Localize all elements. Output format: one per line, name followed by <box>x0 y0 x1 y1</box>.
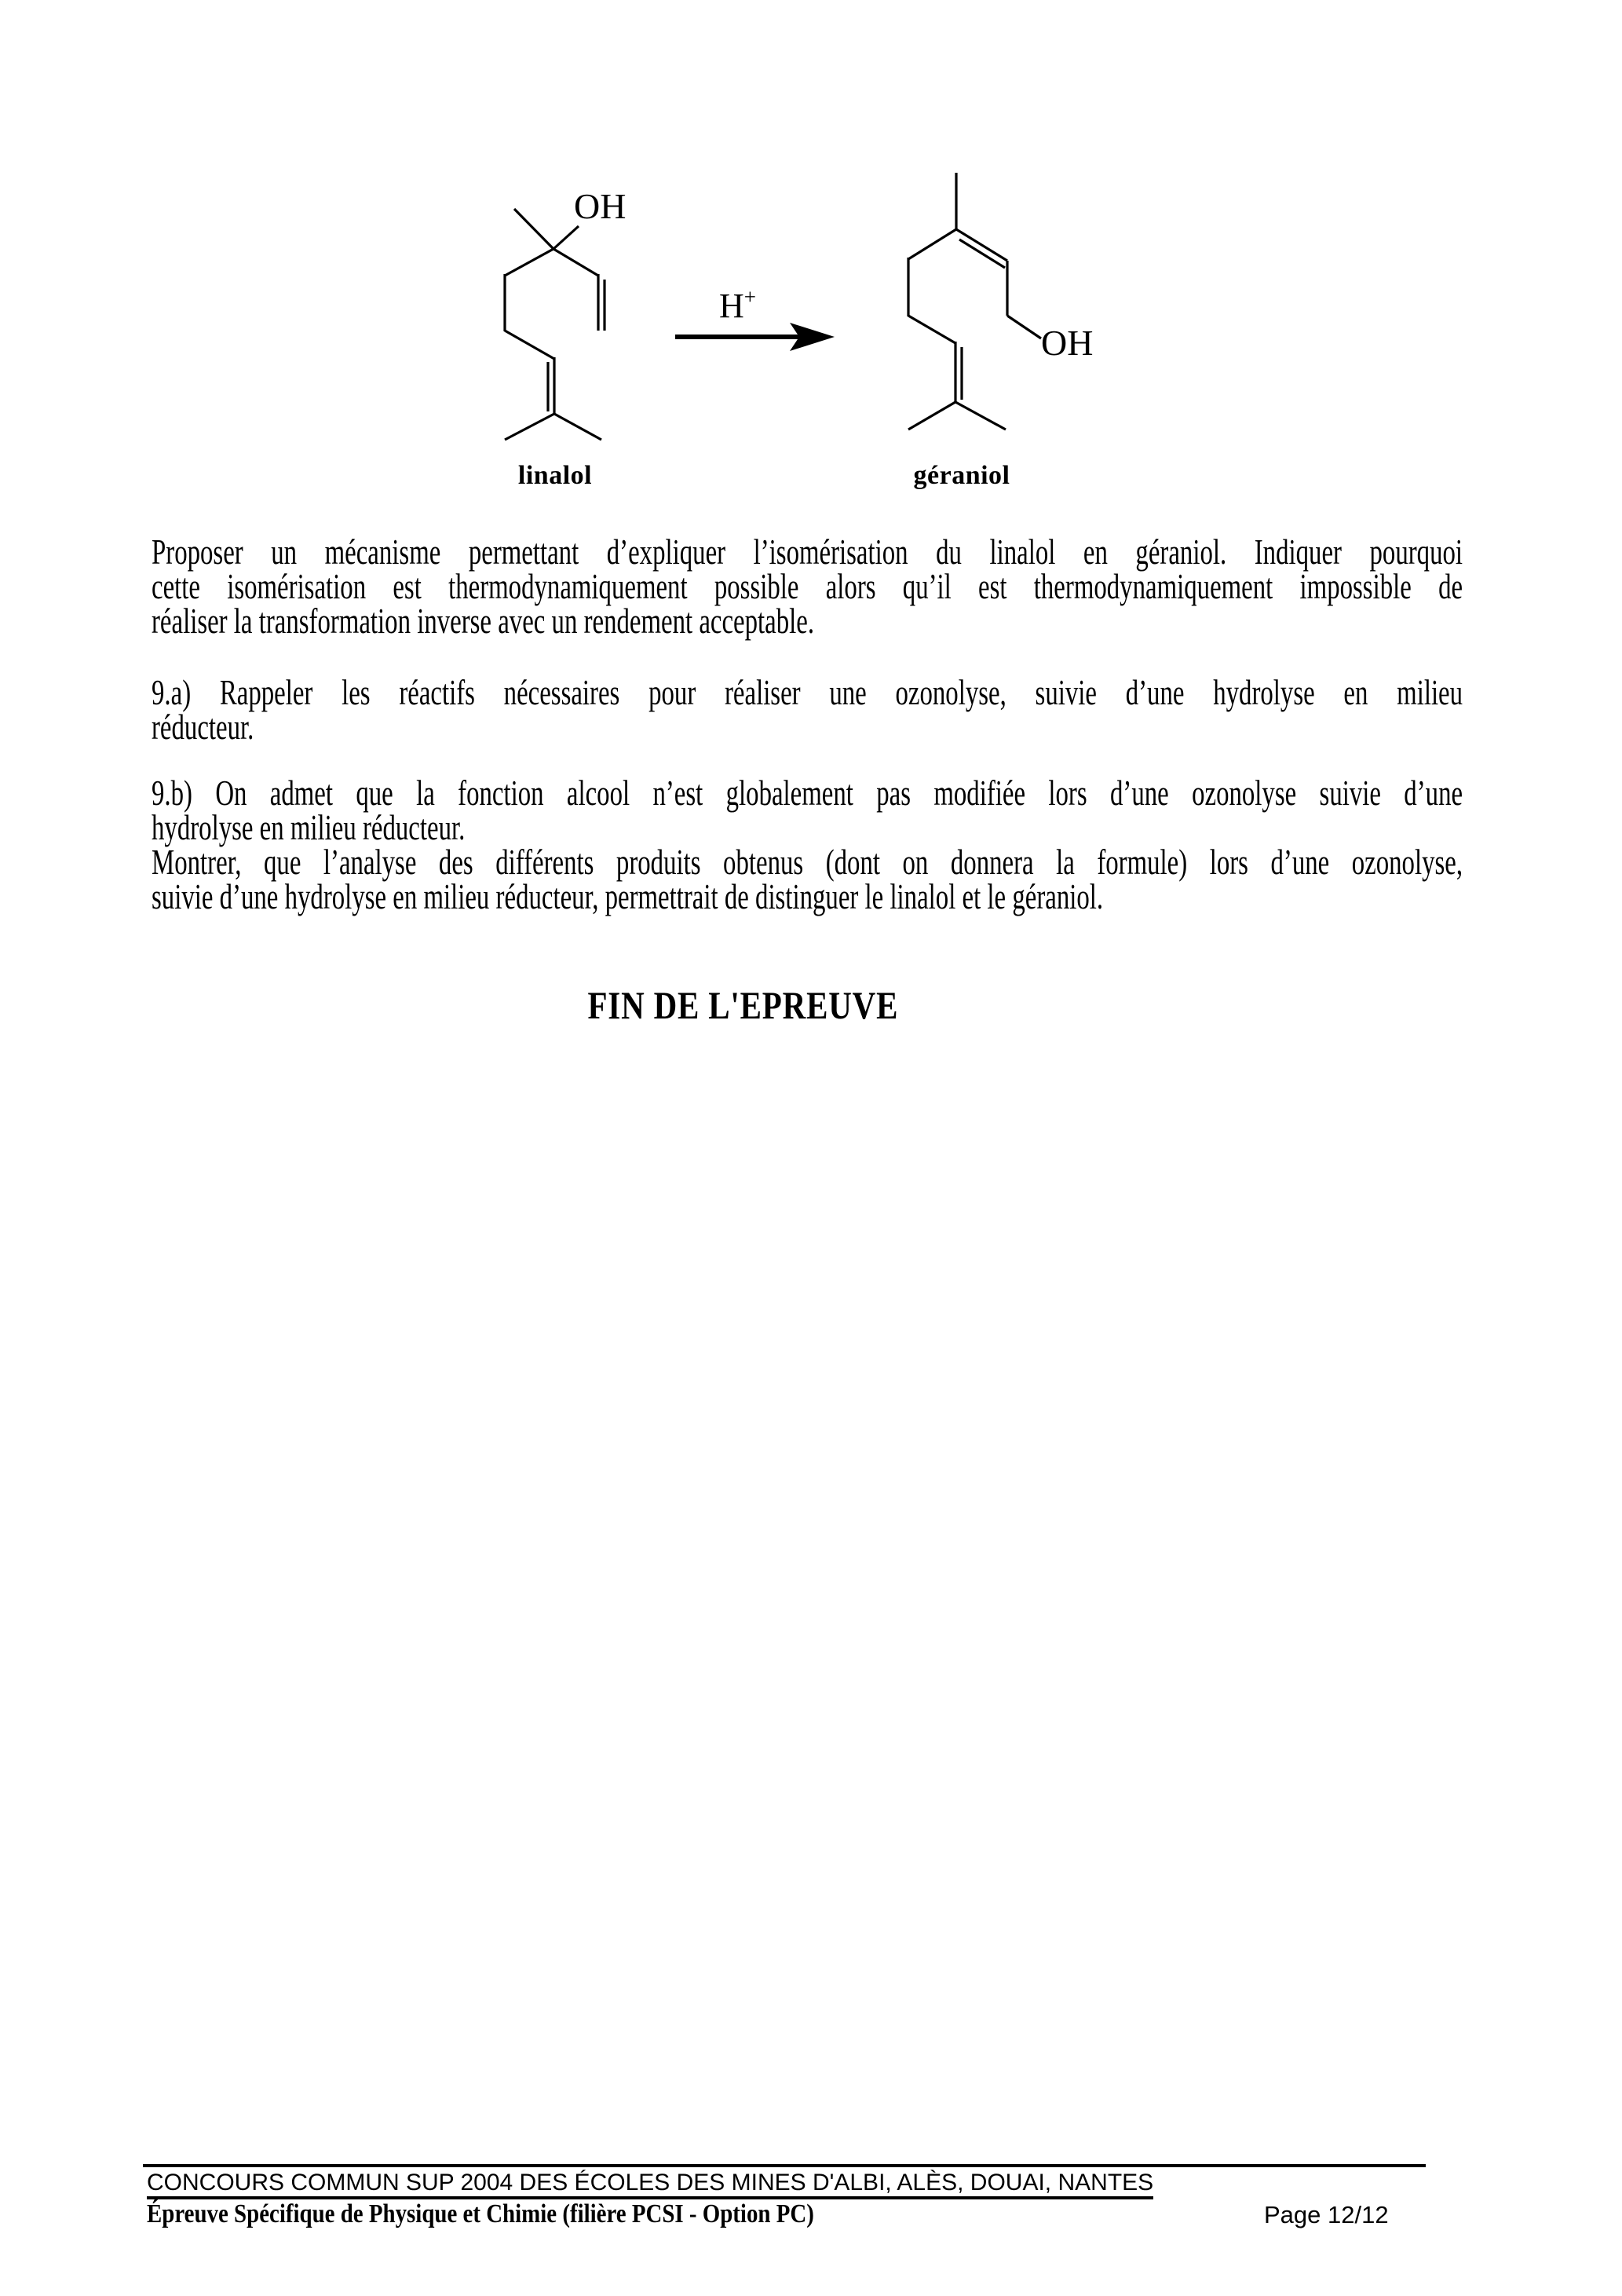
body-text-line: hydrolyse en milieu réducteur. <box>152 807 466 847</box>
paragraph-mechanism-question <box>152 532 1463 641</box>
footer-divider-rule <box>143 2164 1426 2167</box>
body-text-line: Proposer un mécanisme permettant d’expliquer l’isomérisation du linalol en géraniol. Indiquer pourquoi <box>152 532 1463 572</box>
reaction-scheme-drawing <box>0 0 1622 550</box>
end-of-exam-heading-wrapper <box>152 984 1334 1027</box>
proton-symbol: H <box>719 287 744 325</box>
body-text-line: cette isomérisation est thermodynamiquement possible alors qu’il est thermodynamiquement impossible de <box>152 566 1463 606</box>
geraniol-hydroxyl-label: OH <box>1041 323 1094 363</box>
body-text-line: 9.b) On admet que la fonction alcool n’est globalement pas modifiée lors d’une ozonolyse suivie d’une <box>152 773 1463 813</box>
body-text-line: Montrer, que l’analyse des différents produits obtenus (dont on donnera la formule) lors d’une ozonolyse, <box>152 842 1463 882</box>
paragraph-question-9a <box>152 672 1463 747</box>
paragraph-question-9b <box>152 773 1463 916</box>
arrow-reagent-label <box>719 287 756 324</box>
footer-concours-line: CONCOURS COMMUN SUP 2004 DES ÉCOLES DES MINES D'ALBI, ALÈS, DOUAI, NANTES <box>147 2170 1153 2199</box>
reaction-arrow <box>675 323 835 351</box>
proton-charge-superscript: + <box>743 285 757 309</box>
reaction-scheme-figure <box>0 0 1622 550</box>
linalol-structure <box>505 209 605 440</box>
footer-page-number: Page 12/12 <box>1264 2201 1389 2228</box>
body-text-line: suivie d’une hydrolyse en milieu réducteur, permettrait de distinguer le linalol et le géraniol. <box>152 876 1104 916</box>
linalol-hydroxyl-label: OH <box>574 186 627 226</box>
end-of-exam-heading: FIN DE L'EPREUVE <box>587 983 898 1027</box>
body-text-line: 9.a) Rappeler les réactifs nécessaires pour réaliser une ozonolyse, suivie d’une hydrolyse en milieu <box>152 672 1463 712</box>
geraniol-caption: géraniol <box>913 461 1010 490</box>
linalol-caption: linalol <box>517 461 593 490</box>
body-text-line: réaliser la transformation inverse avec un rendement acceptable. <box>152 601 815 641</box>
geraniol-structure <box>908 173 1041 430</box>
body-text-line: réducteur. <box>152 707 254 747</box>
footer-subject-line: Épreuve Spécifique de Physique et Chimie (filière PCSI - Option PC) <box>147 2199 814 2228</box>
